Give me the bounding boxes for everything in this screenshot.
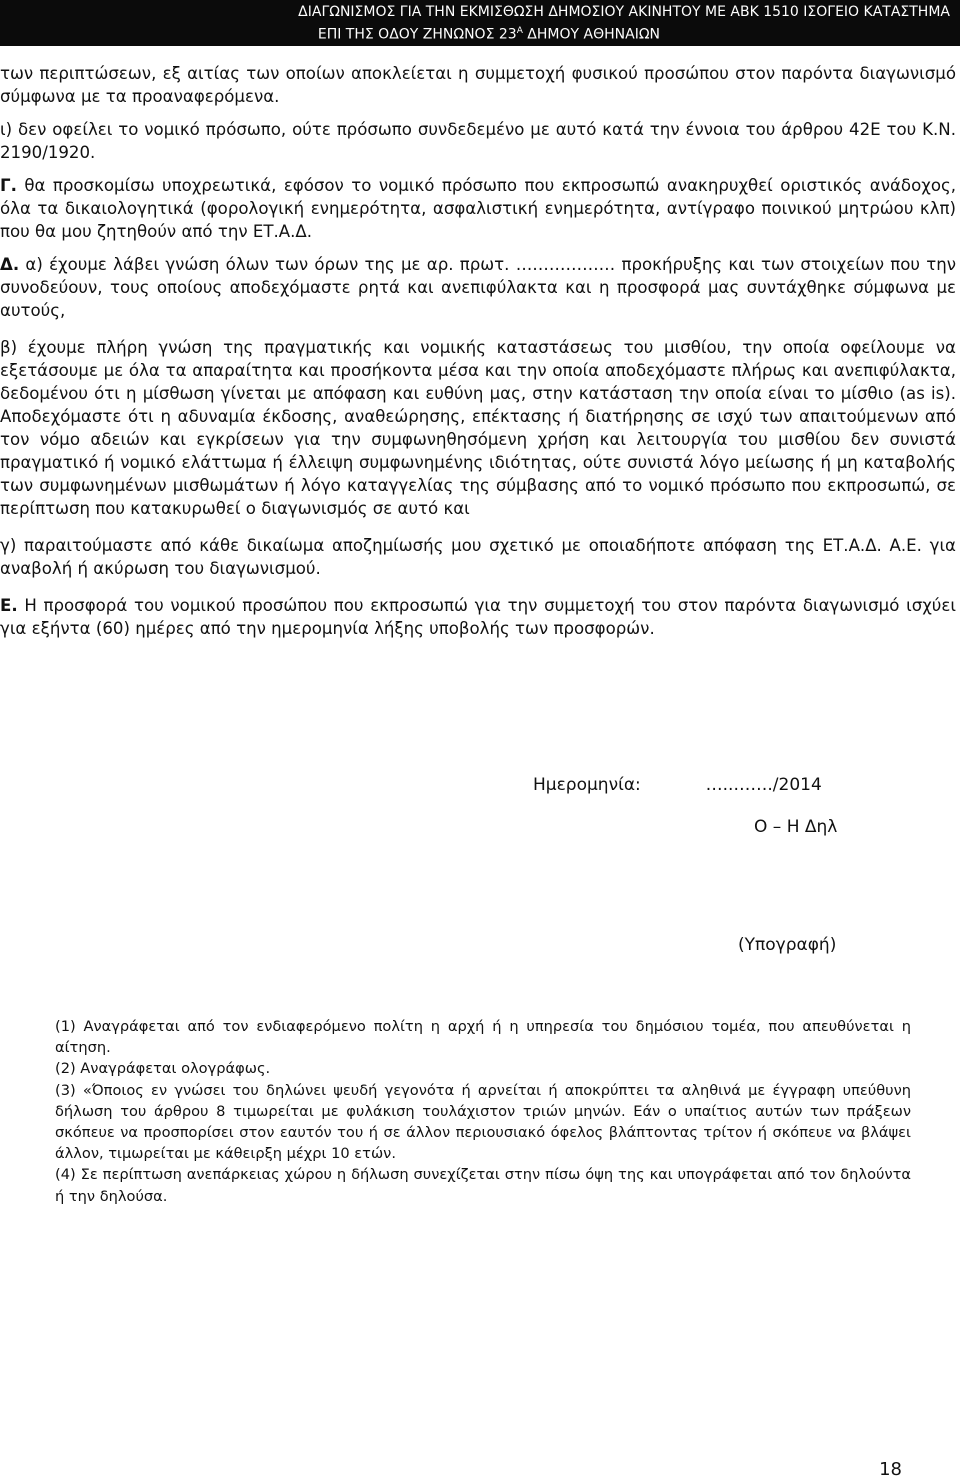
paragraph-continuation: των περιπτώσεων, εξ αιτίας των οποίων αποκλείεται η συμμετοχή φυσικού προσώπου στον παρόντα διαγωνισμό σύμφωνα με τα προαναφερόμενα. (0, 64, 956, 106)
footnote-2: (2) Αναγράφεται ολογράφως. (55, 1060, 271, 1078)
paragraph-item-i: ι) δεν οφείλει το νομικό πρόσωπο, ούτε πρόσωπο συνδεδεμένο με αυτό κατά την έννοια του άρθρου 42Ε του Κ.Ν. 2190/1920. (0, 120, 956, 162)
paragraph-item-b: β) έχουμε πλήρη γνώση της πραγματικής και νομικής καταστάσεως του μισθίου, την οποία οφείλουμε να εξετάσουμε με όλα τα απαραίτητα και προσήκοντα μέσα και την οποία αποδεχόμαστε πλήρως και ανεπιφύλακτα, δεδομένου ότι η μίσθωση γίνεται με απόφαση και ευθύνη μας, στην κατάσταση την οποία είναι το μίσθιο (as is). Αποδεχόμαστε ότι η αδυναμία έκδοσης, αναθεώρησης, επέκτασης ή διατήρησης σε ισχύ των απαιτούμενων από τον νόμο αδειών και εγκρίσεων για την συμφωνηθησόμενη χρήση και λειτουργία του μισθίου δεν συνιστά πραγματικό ή νομικό ελάττωμα ή έλλειψη συμφωνημένης ιδιότητας, ούτε συνιστά λόγο μείωσης ή μη καταβολής των συμφωνημένων μισθωμάτων ή λόγο καταγγελίας της σύμβασης από το νομικό πρόσωπο που εκπροσωπώ, σε περίπτωση που κατακυρωθεί ο διαγωνισμός σε αυτό και (0, 338, 956, 518)
date-value: …..……./2014 (705, 775, 822, 795)
header-title-line2 (0, 22, 950, 45)
footnote-3: (3) «Όποιος εν γνώσει του δηλώνει ψευδή γεγονότα ή αρνείται ή αποκρύπτει τα αληθινά με έγγραφη υπεύθυνη δήλωση του άρθρου 8 τιμωρείται με φυλάκιση τουλάχιστον τριών μηνών. Εάν ο υπαίτιος αυτών των πράξεων σκόπευε να προσπορίσει στον εαυτόν του ή σε άλλον περιουσιακό όφελος βλάπτοντας τρίτον ή σκόπευε να βλάψει άλλον, τιμωρείται με κάθειρξη μέχρι 10 ετών. (55, 1081, 911, 1163)
footnote-4: (4) Σε περίπτωση ανεπάρκειας χώρου η δήλωση συνεχίζεται στην πίσω όψη της και υπογράφεται από τον δηλούντα ή την δηλούσα. (55, 1166, 911, 1205)
section-e-text: Η προσφορά του νομικού προσώπου που εκπροσωπώ για την συμμετοχή του στον παρόντα διαγωνισμό ισχύει για εξήντα (60) ημέρες από την ημερομηνία λήξης υποβολής των προσφορών. (0, 596, 956, 638)
header-title-line1: ΔΙΑΓΩΝΙΣΜΟΣ ΓΙΑ ΤΗΝ ΕΚΜΙΣΘΩΣΗ ΔΗΜΟΣΙΟΥ ΑΚΙΝΗΤΟΥ ΜΕ ΑΒΚ 1510 ΙΣΟΓΕΙΟ ΚΑΤΑΣΤΗΜΑ (298, 4, 950, 20)
section-marker-e: Ε. (0, 596, 18, 615)
date-label: Ημερομηνία: (533, 775, 641, 795)
paragraph-section-g (0, 174, 956, 243)
paragraph-section-d (0, 253, 956, 322)
section-d-text: α) έχουμε λάβει γνώση όλων των όρων της με αρ. πρωτ. ……………… προκήρυξης και των στοιχείων που την συνοδεύουν, τους οποίους αποδεχόμαστε ρητά και ανεπιφύλακτα και η προσφορά μας συντάχθηκε σύμφωνα με αυτούς, (0, 255, 956, 320)
footnotes (55, 1016, 911, 1207)
signature-label: (Υπογραφή) (738, 935, 837, 955)
footnote-1: (1) Αναγράφεται από τον ενδιαφερόμενο πολίτη η αρχή ή η υπηρεσία του δημόσιου τομέα, που απευθύνεται η αίτηση. (55, 1018, 911, 1057)
section-marker-d: Δ. (0, 255, 20, 274)
header-line2-text: ΕΠΙ ΤΗΣ ΟΔΟΥ ΖΗΝΩΝΟΣ 23 (317, 26, 517, 43)
header-line2-suffix: ΔΗΜΟΥ ΑΘΗΝΑΙΩΝ (522, 26, 660, 43)
paragraph-section-e (0, 594, 956, 640)
paragraph-item-c: γ) παραιτούμαστε από κάθε δικαίωμα αποζημίωσής μου σχετικό με οποιαδήποτε απόφαση της ΕΤ.Α.Δ. Α.Ε. για αναβολή ή ακύρωση του διαγωνισμού. (0, 536, 956, 578)
page-header (0, 0, 960, 46)
date-line (533, 774, 822, 796)
section-marker-g: Γ. (0, 176, 17, 195)
declarant-label: Ο – Η Δηλ (754, 817, 838, 837)
page-number: 18 (879, 1459, 902, 1480)
section-g-text: θα προσκομίσω υποχρεωτικά, εφόσον το νομικό πρόσωπο που εκπροσωπώ ανακηρυχθεί οριστικός ανάδοχος, όλα τα δικαιολογητικά (φορολογική ενημερότητα, ασφαλιστική ενημερότητα, αντίγραφο ποινικού μητρώου κλπ) που θα μου ζητηθούν από την ΕΤ.Α.Δ. (0, 176, 956, 241)
header-line2-superscript: Α (516, 26, 523, 36)
document-body (0, 62, 956, 640)
